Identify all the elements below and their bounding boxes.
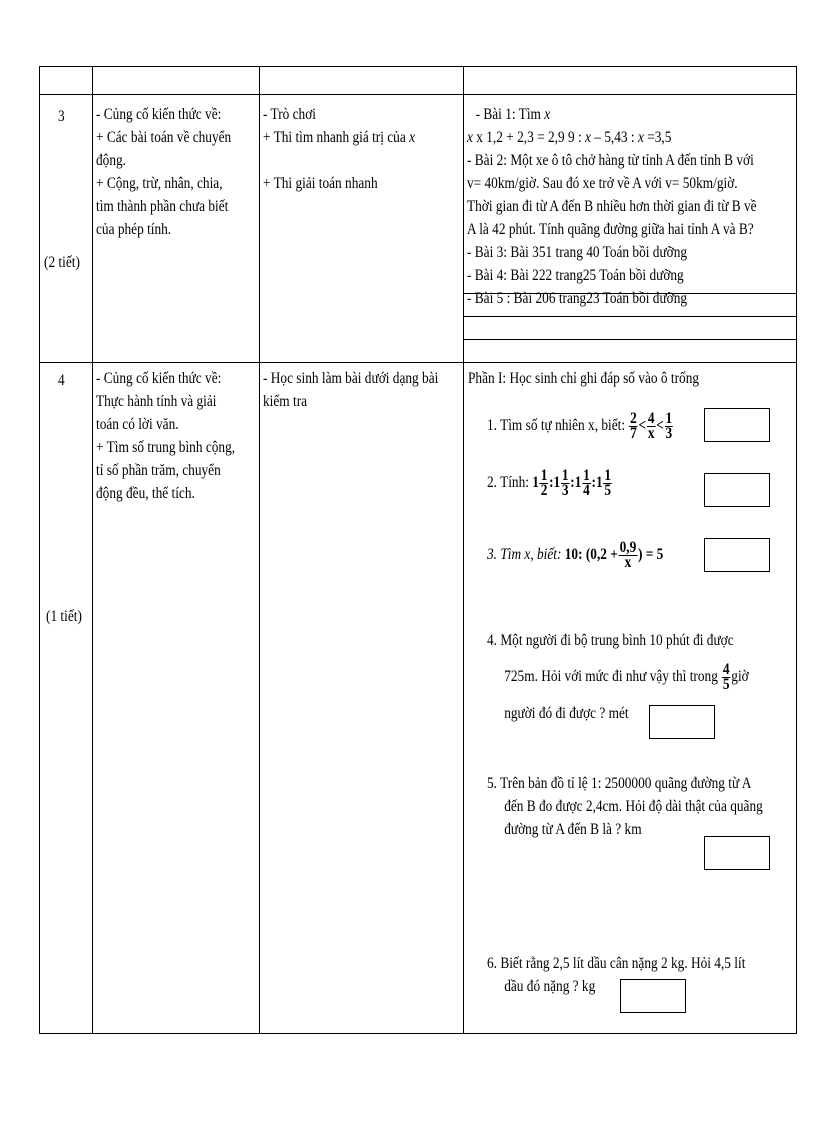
row3-duration: (2 tiết): [44, 254, 80, 271]
line-separator: [463, 316, 796, 317]
row4-activities: - Học sinh làm bài dưới dạng bài kiểm tra: [263, 370, 439, 410]
answer-box-1[interactable]: [704, 408, 770, 442]
row-divider: [40, 362, 796, 363]
question-3: 3. Tìm x, biết: 10: (0,2 + $\frac{0,9}{x}$ ) = 5: [487, 539, 664, 571]
row4-heading: Phần I: Học sinh chỉ ghi đáp số vào ô trống: [468, 370, 700, 387]
row4-duration: (1 tiết): [46, 608, 82, 625]
answer-box-5[interactable]: [704, 836, 770, 870]
answer-box-6[interactable]: [620, 979, 686, 1013]
column-divider: [463, 67, 464, 1033]
row3-number: 3: [58, 108, 65, 125]
row3-activities: - Trò chơi + Thi tìm nhanh giá trị của x + Thi giải toán nhanh: [263, 106, 416, 192]
row4-number: 4: [58, 372, 65, 389]
column-divider: [259, 67, 260, 1033]
answer-box-3[interactable]: [704, 538, 770, 572]
row4-objectives: - Củng cố kiến thức về: Thực hành tính và giải toán có lời văn. + Tìm số trung bình cộng, tỉ số phần trăm, chuyển động đều, thể tích.: [96, 370, 236, 502]
row-divider: [40, 94, 796, 95]
answer-box-2[interactable]: [704, 473, 770, 507]
question-6: 6. Biết rằng 2,5 lít dầu cân nặng 2 kg. Hỏi 4,5 lít dầu đó nặng ? kg: [487, 955, 746, 995]
row3-objectives: - Củng cố kiến thức về: + Các bài toán về chuyển động. + Cộng, trừ, nhân, chia, tìm thành phần chưa biết của phép tính.: [96, 106, 232, 238]
row3-content: - Bài 1: Tìm x x x 1,2 + 2,3 = 2,9 9 : x – 5,43 : x =3,5 - Bài 2: Một xe ô tô chở hàng từ tỉnh A đến tỉnh B với v= 40km/giờ. Sau đó xe trở về A với v= 50km/giờ. Thời gian đi từ A đến B nhiều hơn thời gian đi từ B về A là 42 phút. Tính quãng đường giữa hai tỉnh A và B? - Bài 3: Bài 351 trang 40 Toán bồi dưỡng - Bài 4: Bài 222 trang25 Toán bồi dưỡng - Bài 5 : Bài 206 trang23 Toán bồi dưỡng: [467, 106, 757, 307]
question-5: 5. Trên bản đồ tỉ lệ 1: 2500000 quãng đường từ A đến B đo được 2,4cm. Hỏi độ dài thật của quãng đường từ A đến B là ? km: [487, 775, 763, 838]
question-1: 1. Tìm số tự nhiên x, biết: $\frac{2}{7}$ < $\frac{4}{x}$ < $\frac{1}{3}$: [487, 410, 673, 442]
lesson-plan-table: [39, 66, 797, 1034]
line-separator: [463, 339, 796, 340]
answer-box-4[interactable]: [649, 705, 715, 739]
question-4: 4. Một người đi bộ trung bình 10 phút đi được 725m. Hỏi với mức đi như vậy thì trong $\frac{4}{5}$ giờ người đó đi được ? mét: [487, 632, 749, 722]
column-divider: [92, 67, 93, 1033]
line-separator: [463, 293, 796, 294]
question-2: 2. Tính: 1 $\frac{1}{2}$ :1 $\frac{1}{3}$ :1 $\frac{1}{4}$ :1 $\frac{1}{5}$: [487, 467, 612, 499]
